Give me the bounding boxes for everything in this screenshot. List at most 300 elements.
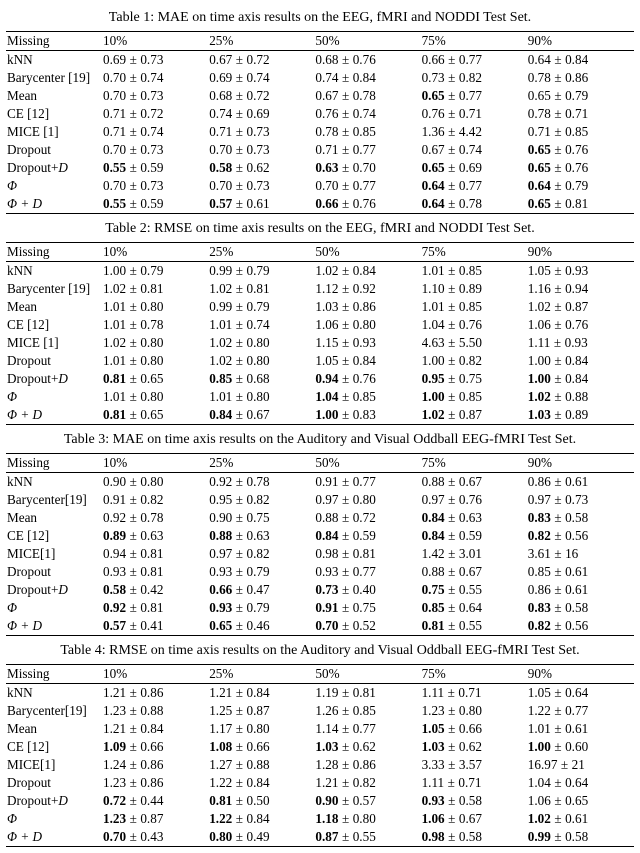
percent-column-header: 75%	[421, 666, 446, 681]
percent-column-header: 75%	[421, 244, 446, 259]
result-cell	[528, 599, 634, 617]
result-cell	[528, 334, 634, 352]
std-value: 0.46	[246, 618, 270, 633]
mean-value: 0.81	[209, 793, 233, 808]
result-cell	[209, 828, 315, 847]
std-value: 0.80	[246, 335, 270, 350]
std-value: 0.79	[565, 178, 589, 193]
mean-value: 0.66	[421, 52, 445, 67]
std-value: 0.75	[458, 371, 482, 386]
plus-minus-sign: ±	[235, 564, 244, 579]
result-cell	[209, 105, 315, 123]
std-value: 0.80	[458, 703, 482, 718]
plus-minus-sign: ±	[129, 546, 137, 561]
plus-minus-sign: ±	[235, 618, 244, 633]
table-row	[6, 370, 634, 388]
result-cell	[422, 69, 528, 87]
std-value: 0.73	[140, 142, 164, 157]
method-name-text: Dropout+	[7, 371, 59, 386]
plus-minus-sign: ±	[341, 546, 350, 561]
mean-value: 0.75	[421, 582, 445, 597]
mean-value: 1.26	[315, 703, 339, 718]
mean-value: 1.15	[315, 335, 339, 350]
plus-minus-sign: ±	[235, 510, 244, 525]
plus-minus-sign: ±	[129, 703, 137, 718]
result-cell	[209, 195, 315, 214]
result-cell	[422, 262, 528, 281]
std-value: 0.77	[458, 52, 482, 67]
result-cell	[103, 406, 209, 425]
method-name-math: Φ	[7, 178, 18, 193]
mean-value: 0.88	[421, 564, 445, 579]
std-value: 0.58	[565, 510, 589, 525]
mean-value: 0.97	[527, 492, 551, 507]
plus-minus-sign: ±	[341, 618, 350, 633]
plus-minus-sign: ±	[447, 685, 455, 700]
std-value: 0.58	[458, 793, 482, 808]
std-value: 0.87	[458, 407, 482, 422]
std-value: 16	[565, 546, 579, 561]
std-value: 0.67	[246, 407, 270, 422]
plus-minus-sign: ±	[448, 757, 456, 772]
table-row	[6, 581, 634, 599]
plus-minus-sign: ±	[554, 492, 562, 507]
plus-minus-sign: ±	[448, 88, 456, 103]
method-name-text: Dropout+	[7, 582, 59, 597]
mean-value: 0.78	[315, 124, 339, 139]
result-cell	[315, 262, 421, 281]
std-value: 0.61	[565, 564, 589, 579]
missing-column-header: Missing	[7, 666, 50, 681]
std-value: 0.79	[246, 299, 270, 314]
std-value: 0.76	[352, 52, 376, 67]
method-label	[6, 599, 103, 617]
mean-value: 0.87	[315, 829, 339, 844]
plus-minus-sign: ±	[341, 371, 350, 386]
result-cell	[315, 298, 421, 316]
std-value: 0.89	[565, 407, 589, 422]
table-1-block	[6, 3, 634, 214]
plus-minus-sign: ±	[235, 811, 244, 826]
result-cell	[209, 720, 315, 738]
mean-value: 1.06	[315, 317, 339, 332]
mean-value: 0.65	[421, 88, 445, 103]
mean-value: 0.94	[315, 371, 339, 386]
result-cell	[315, 684, 421, 703]
std-value: 0.62	[352, 739, 376, 754]
plus-minus-sign: ±	[341, 389, 350, 404]
method-label	[6, 473, 103, 492]
std-value: 0.84	[352, 353, 376, 368]
plus-minus-sign: ±	[129, 263, 137, 278]
std-value: 0.61	[565, 811, 589, 826]
method-label	[6, 388, 103, 406]
result-cell	[422, 828, 528, 847]
mean-value: 0.86	[527, 582, 551, 597]
mean-value: 0.70	[103, 178, 127, 193]
percent-column-header: 25%	[209, 666, 234, 681]
plus-minus-sign: ±	[235, 474, 244, 489]
method-label	[6, 280, 103, 298]
method-name-text: Dropout+	[7, 793, 59, 808]
table-row	[6, 738, 634, 756]
mean-value: 0.84	[421, 510, 445, 525]
std-value: 0.93	[565, 263, 589, 278]
plus-minus-sign: ±	[341, 793, 350, 808]
method-label	[6, 87, 103, 105]
result-cell	[315, 473, 421, 492]
plus-minus-sign: ±	[129, 281, 137, 296]
method-name-math: Φ	[7, 600, 18, 615]
plus-minus-sign: ±	[235, 371, 244, 386]
std-value: 0.42	[140, 582, 164, 597]
std-value: 0.71	[458, 685, 482, 700]
mean-value: 0.74	[315, 70, 339, 85]
result-cell	[209, 617, 315, 636]
result-cell	[422, 684, 528, 703]
result-cell	[528, 509, 634, 527]
table-row	[6, 563, 634, 581]
result-cell	[528, 617, 634, 636]
plus-minus-sign: ±	[129, 335, 137, 350]
std-value: 0.49	[246, 829, 270, 844]
std-value: 0.77	[352, 474, 376, 489]
std-value: 0.85	[352, 124, 376, 139]
table-row	[6, 105, 634, 123]
plus-minus-sign: ±	[235, 317, 244, 332]
plus-minus-sign: ±	[129, 811, 137, 826]
result-cell	[103, 774, 209, 792]
std-value: 0.67	[458, 564, 482, 579]
mean-value: 1.16	[527, 281, 551, 296]
mean-value: 0.64	[421, 196, 445, 211]
mean-value: 0.70	[315, 178, 339, 193]
plus-minus-sign: ±	[554, 528, 562, 543]
method-name-text: kNN	[7, 474, 33, 489]
result-cell	[103, 756, 209, 774]
mean-value: 1.22	[209, 775, 233, 790]
plus-minus-sign: ±	[554, 685, 562, 700]
mean-value: 0.71	[315, 142, 339, 157]
std-value: 0.85	[458, 263, 482, 278]
std-value: 0.55	[352, 829, 376, 844]
method-name-text: CE [12]	[7, 528, 50, 543]
result-cell	[528, 684, 634, 703]
std-value: 0.84	[246, 811, 270, 826]
result-cell	[422, 298, 528, 316]
std-value: 0.63	[246, 528, 270, 543]
plus-minus-sign: ±	[448, 52, 456, 67]
result-cell	[103, 792, 209, 810]
plus-minus-sign: ±	[235, 600, 244, 615]
mean-value: 0.92	[103, 510, 127, 525]
plus-minus-sign: ±	[341, 721, 350, 736]
result-cell	[209, 545, 315, 563]
std-value: 0.77	[352, 721, 376, 736]
std-value: 0.85	[565, 124, 589, 139]
mean-value: 0.81	[103, 407, 127, 422]
std-value: 0.73	[565, 492, 589, 507]
plus-minus-sign: ±	[129, 106, 137, 121]
result-cell	[103, 599, 209, 617]
mean-value: 0.63	[315, 160, 339, 175]
mean-value: 1.27	[209, 757, 233, 772]
mean-value: 0.70	[209, 142, 233, 157]
plus-minus-sign: ±	[341, 263, 350, 278]
plus-minus-sign: ±	[341, 335, 350, 350]
mean-value: 1.01	[527, 721, 551, 736]
plus-minus-sign: ±	[448, 829, 456, 844]
result-cell	[422, 352, 528, 370]
std-value: 0.81	[352, 685, 376, 700]
mean-value: 0.93	[209, 564, 233, 579]
table-row	[6, 406, 634, 425]
mean-value: 1.06	[527, 793, 551, 808]
result-cell	[422, 334, 528, 352]
result-cell	[422, 738, 528, 756]
mean-value: 3.33	[421, 757, 445, 772]
method-name-text: CE [12]	[7, 739, 50, 754]
plus-minus-sign: ±	[554, 106, 562, 121]
plus-minus-sign: ±	[448, 389, 456, 404]
std-value: 0.82	[352, 775, 376, 790]
percent-column-header: 25%	[209, 244, 234, 259]
missing-column-header: Missing	[7, 33, 50, 48]
result-cell	[528, 195, 634, 214]
result-cell	[422, 473, 528, 492]
method-name-text: Barycenter [19]	[7, 281, 91, 296]
std-value: 0.65	[565, 793, 589, 808]
std-value: 0.80	[352, 317, 376, 332]
plus-minus-sign: ±	[554, 600, 562, 615]
method-name-text: MICE[1]	[7, 757, 56, 772]
mean-value: 1.14	[315, 721, 339, 736]
std-value: 0.85	[352, 389, 376, 404]
table-row	[6, 527, 634, 545]
plus-minus-sign: ±	[129, 793, 137, 808]
mean-value: 0.85	[421, 600, 445, 615]
mean-value: 1.00	[421, 353, 445, 368]
mean-value: 1.21	[315, 775, 339, 790]
std-value: 0.43	[140, 829, 164, 844]
plus-minus-sign: ±	[448, 510, 456, 525]
mean-value: 1.11	[527, 335, 551, 350]
table-4-rmse-oddball	[6, 664, 634, 847]
mean-value: 3.61	[527, 546, 551, 561]
table-row	[6, 828, 634, 847]
method-label	[6, 105, 103, 123]
mean-value: 0.80	[209, 829, 233, 844]
mean-value: 0.92	[103, 600, 127, 615]
mean-value: 1.23	[421, 703, 445, 718]
mean-value: 0.81	[421, 618, 445, 633]
plus-minus-sign: ±	[129, 618, 137, 633]
method-name-text: Dropout	[7, 775, 51, 790]
mean-value: 0.65	[527, 88, 551, 103]
mean-value: 0.70	[315, 618, 339, 633]
percent-column-header: 50%	[315, 455, 340, 470]
result-cell	[315, 316, 421, 334]
plus-minus-sign: ±	[341, 353, 350, 368]
method-label	[6, 581, 103, 599]
result-cell	[103, 334, 209, 352]
mean-value: 0.73	[315, 582, 339, 597]
std-value: 0.67	[458, 474, 482, 489]
result-cell	[209, 262, 315, 281]
std-value: 0.84	[352, 70, 376, 85]
result-cell	[528, 702, 634, 720]
plus-minus-sign: ±	[448, 721, 456, 736]
std-value: 0.84	[565, 371, 589, 386]
std-value: 0.73	[140, 88, 164, 103]
plus-minus-sign: ±	[341, 106, 350, 121]
result-cell	[209, 792, 315, 810]
std-value: 0.63	[140, 528, 164, 543]
mean-value: 16.97	[527, 757, 558, 772]
table-row	[6, 810, 634, 828]
method-name-text: Barycenter [19]	[7, 70, 91, 85]
std-value: 0.78	[140, 510, 164, 525]
table-row	[6, 756, 634, 774]
result-cell	[315, 370, 421, 388]
result-cell	[103, 87, 209, 105]
mean-value: 1.00	[527, 371, 551, 386]
result-cell	[315, 774, 421, 792]
result-cell	[103, 51, 209, 70]
mean-value: 0.67	[315, 88, 339, 103]
percent-column-header: 50%	[315, 244, 340, 259]
table-4-caption: Table 4: RMSE on time axis results on the Auditory and Visual Oddball EEG-fMRI Test Set.	[60, 643, 580, 658]
mean-value: 1.04	[421, 317, 445, 332]
header-row	[6, 243, 634, 262]
method-name-math: Φ + D	[7, 407, 43, 422]
result-cell	[209, 702, 315, 720]
mean-value: 0.82	[527, 528, 551, 543]
method-label	[6, 563, 103, 581]
std-value: 0.78	[140, 317, 164, 332]
result-cell	[422, 545, 528, 563]
result-cell	[422, 563, 528, 581]
result-cell	[209, 810, 315, 828]
result-cell	[315, 756, 421, 774]
table-row	[6, 334, 634, 352]
std-value: 0.76	[352, 196, 376, 211]
result-cell	[315, 195, 421, 214]
result-cell	[315, 352, 421, 370]
plus-minus-sign: ±	[235, 106, 244, 121]
plus-minus-sign: ±	[129, 299, 137, 314]
result-cell	[528, 720, 634, 738]
method-label	[6, 262, 103, 281]
mean-value: 0.71	[103, 124, 127, 139]
result-cell	[209, 473, 315, 492]
header-row	[6, 665, 634, 684]
result-cell	[528, 141, 634, 159]
plus-minus-sign: ±	[448, 142, 456, 157]
std-value: 0.85	[352, 703, 376, 718]
mean-value: 1.23	[103, 703, 127, 718]
plus-minus-sign: ±	[341, 757, 350, 772]
table-row	[6, 280, 634, 298]
std-value: 0.74	[140, 124, 164, 139]
std-value: 0.76	[352, 371, 376, 386]
result-cell	[209, 491, 315, 509]
std-value: 0.76	[565, 142, 589, 157]
std-value: 0.76	[458, 492, 482, 507]
mean-value: 1.01	[209, 317, 233, 332]
method-name-text: kNN	[7, 263, 33, 278]
plus-minus-sign: ±	[448, 618, 456, 633]
result-cell	[422, 720, 528, 738]
mean-value: 1.02	[103, 281, 127, 296]
result-cell	[103, 177, 209, 195]
mean-value: 0.64	[421, 178, 445, 193]
method-name-math: Φ + D	[7, 829, 43, 844]
std-value: 0.69	[246, 106, 270, 121]
plus-minus-sign: ±	[554, 618, 562, 633]
table-row	[6, 51, 634, 70]
plus-minus-sign: ±	[448, 299, 456, 314]
std-value: 0.88	[140, 703, 164, 718]
mean-value: 1.18	[315, 811, 339, 826]
std-value: 0.66	[246, 739, 270, 754]
result-cell	[103, 473, 209, 492]
method-name-math: D	[58, 582, 68, 597]
table-row	[6, 69, 634, 87]
result-cell	[315, 280, 421, 298]
table-3-block	[6, 425, 634, 636]
plus-minus-sign: ±	[235, 685, 244, 700]
mean-value: 1.03	[315, 299, 339, 314]
plus-minus-sign: ±	[129, 160, 137, 175]
result-cell	[209, 298, 315, 316]
result-cell	[422, 581, 528, 599]
result-cell	[528, 370, 634, 388]
table-row	[6, 87, 634, 105]
mean-value: 1.09	[103, 739, 127, 754]
plus-minus-sign: ±	[129, 775, 137, 790]
plus-minus-sign: ±	[129, 52, 137, 67]
percent-column-header: 90%	[527, 33, 552, 48]
plus-minus-sign: ±	[341, 178, 350, 193]
plus-minus-sign: ±	[448, 564, 456, 579]
mean-value: 0.99	[209, 299, 233, 314]
result-cell	[422, 177, 528, 195]
plus-minus-sign: ±	[448, 196, 456, 211]
result-cell	[528, 280, 634, 298]
plus-minus-sign: ±	[235, 335, 244, 350]
mean-value: 0.71	[527, 124, 551, 139]
result-cell	[315, 810, 421, 828]
std-value: 0.63	[458, 510, 482, 525]
plus-minus-sign: ±	[448, 371, 456, 386]
table-3-caption: Table 3: MAE on time axis results on the Auditory and Visual Oddball EEG-fMRI Test Set.	[63, 432, 577, 447]
result-cell	[209, 581, 315, 599]
percent-column-header: 25%	[209, 455, 234, 470]
mean-value: 1.03	[315, 739, 339, 754]
mean-value: 0.76	[315, 106, 339, 121]
mean-value: 0.68	[209, 88, 233, 103]
result-cell	[422, 406, 528, 425]
std-value: 0.55	[458, 582, 482, 597]
mean-value: 0.95	[421, 371, 445, 386]
table-1-caption: Table 1: MAE on time axis results on the EEG, fMRI and NODDI Test Set.	[108, 10, 532, 25]
plus-minus-sign: ±	[448, 582, 456, 597]
method-name-math: Φ	[7, 811, 18, 826]
std-value: 0.82	[246, 492, 270, 507]
std-value: 0.52	[352, 618, 376, 633]
plus-minus-sign: ±	[554, 160, 562, 175]
